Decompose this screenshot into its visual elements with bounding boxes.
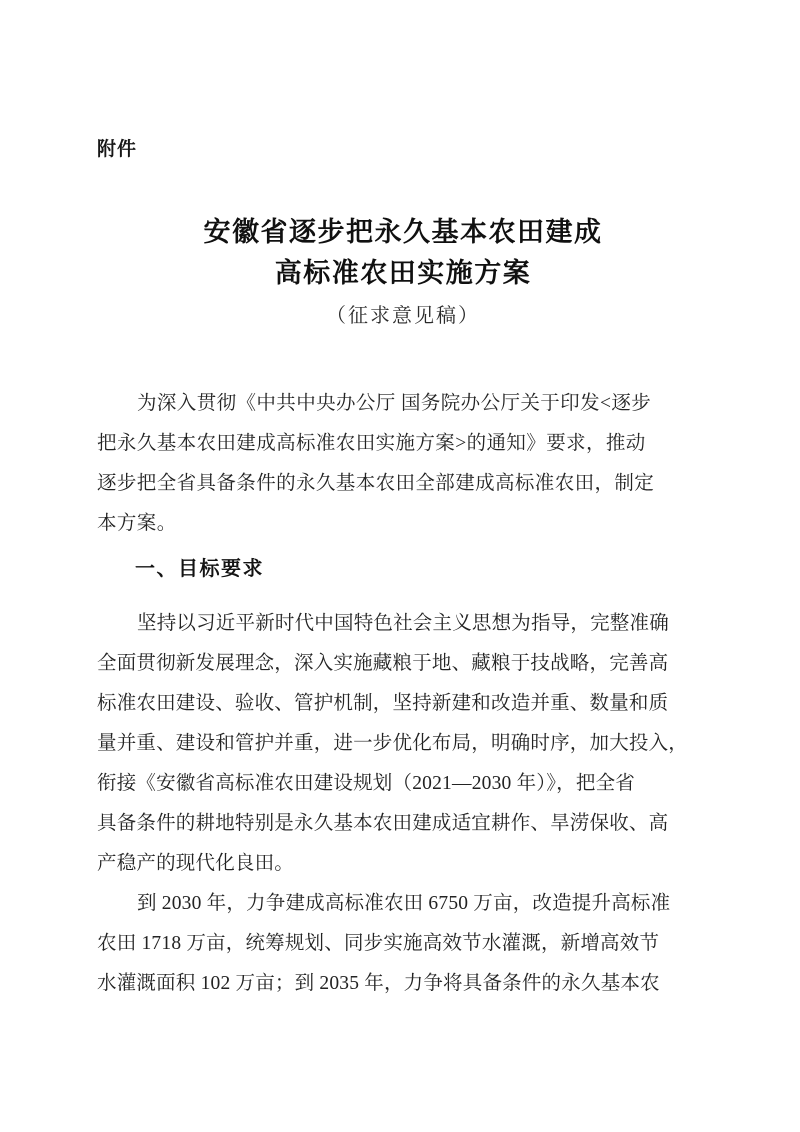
paragraph-guiding-principles <box>97 604 711 884</box>
document-title-line-1: 安徽省逐步把永久基本农田建成 <box>203 217 603 247</box>
paragraph-line: 产稳产的现代化良田。 <box>97 853 295 874</box>
paragraph-line: 本方案。 <box>97 513 177 534</box>
paragraph-line: 到 2030 年，力争建成高标准农田 6750 万亩，改造提升高标准 <box>137 893 671 914</box>
paragraph-line: 具备条件的耕地特别是永久基本农田建成适宜耕作、旱涝保收、高 <box>97 813 669 834</box>
paragraph-line: 坚持以习近平新时代中国特色社会主义思想为指导，完整准确 <box>137 613 669 634</box>
section-heading-goals: 一、目标要求 <box>135 558 264 580</box>
paragraph-line: 把永久基本农田建成高标准农田实施方案>的通知》要求，推动 <box>97 433 646 454</box>
attachment-label: 附件 <box>97 139 138 160</box>
paragraph-line: 全面贯彻新发展理念，深入实施藏粮于地、藏粮于技战略，完善高 <box>97 653 669 674</box>
document-title <box>97 212 709 294</box>
paragraph-line: 逐步把全省具备条件的永久基本农田全部建成高标准农田，制定 <box>97 473 655 494</box>
paragraph-line: 量并重、建设和管护并重，进一步优化布局，明确时序，加大投入， <box>97 733 689 754</box>
paragraph-line: 为深入贯彻《中共中央办公厅 国务院办公厅关于印发<逐步 <box>137 393 652 414</box>
paragraph-line: 水灌溉面积 102 万亩；到 2035 年，力争将具备条件的永久基本农 <box>97 973 660 994</box>
paragraph-line: 衔接《安徽省高标准农田建设规划（2021—2030 年）》，把全省 <box>97 773 635 794</box>
paragraph-preamble <box>97 384 711 544</box>
paragraph-line: 农田 1718 万亩，统筹规划、同步实施高效节水灌溉，新增高效节 <box>97 933 660 954</box>
document-subtitle: （征求意见稿） <box>326 305 480 327</box>
paragraph-line: 标准农田建设、验收、管护机制，坚持新建和改造并重、数量和质 <box>97 693 669 714</box>
paragraph-targets <box>97 884 711 1004</box>
document-title-line-2: 高标准农田实施方案 <box>274 258 532 288</box>
